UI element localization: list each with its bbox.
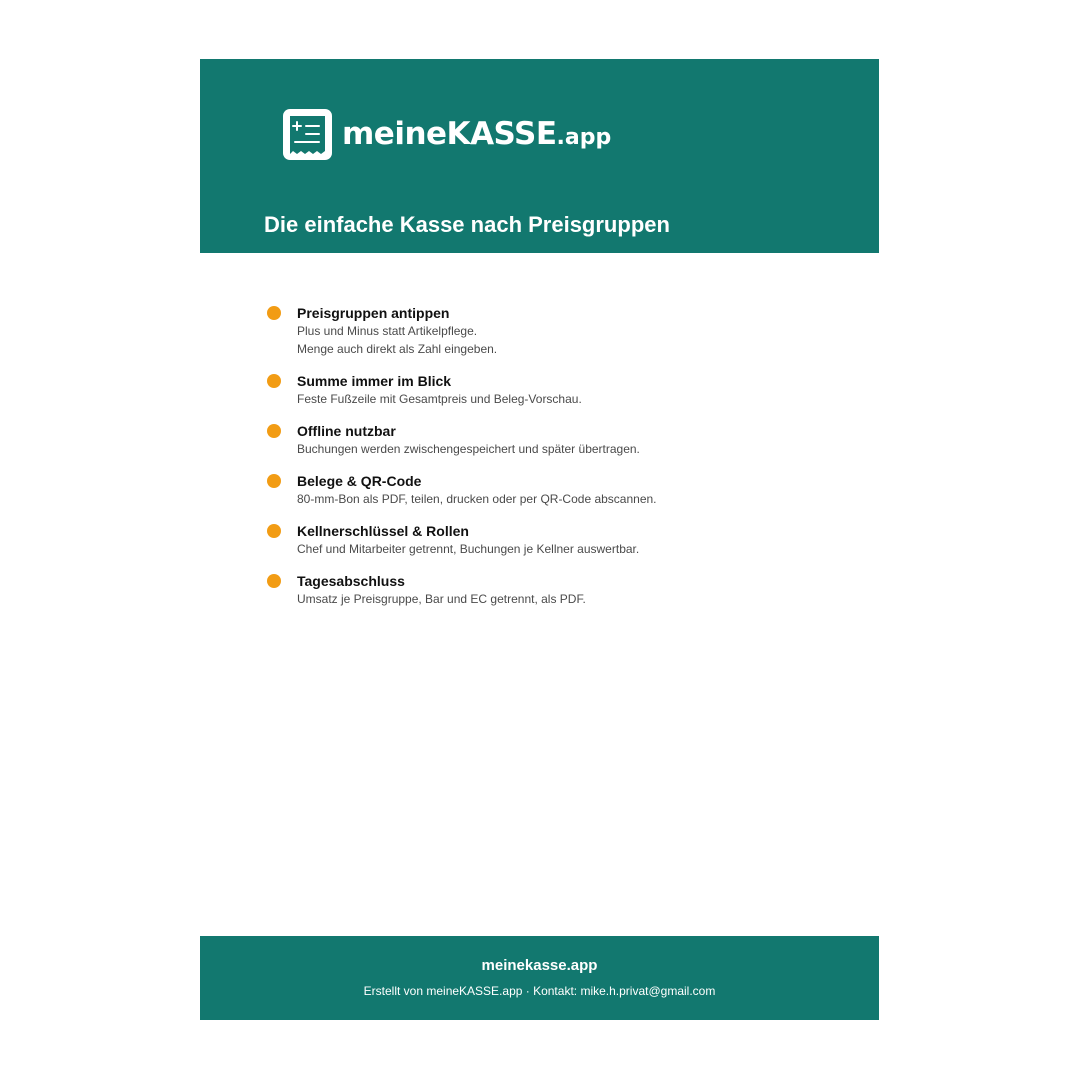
feature-item [267, 522, 827, 558]
bullet-dot-icon [267, 374, 281, 388]
feature-item [267, 572, 827, 608]
feature-item [267, 372, 827, 408]
header-banner [200, 59, 879, 253]
page-title: Die einfache Kasse nach Preisgruppen [264, 212, 670, 237]
bullet-dot-icon [267, 474, 281, 488]
feature-description: Chef und Mitarbeiter getrennt, Buchungen je Kellner auswertbar. [297, 542, 640, 556]
bullet-dot-icon [267, 306, 281, 320]
feature-title: Summe immer im Blick [297, 373, 452, 389]
footer-site: meinekasse.app [481, 957, 598, 974]
logo-text-main: meineKASSE [342, 116, 557, 152]
logo-wordmark [342, 116, 612, 152]
feature-description: 80-mm-Bon als PDF, teilen, drucken oder per QR-Code abscannen. [297, 492, 657, 506]
bullet-dot-icon [267, 524, 281, 538]
bullet-dot-icon [267, 424, 281, 438]
feature-title: Kellnerschlüssel & Rollen [297, 523, 469, 539]
feature-description: Menge auch direkt als Zahl eingeben. [297, 342, 498, 356]
footer-banner [200, 936, 879, 1020]
feature-description: Buchungen werden zwischengespeichert und später übertragen. [297, 442, 640, 456]
feature-description: Plus und Minus statt Artikelpflege. [297, 324, 478, 338]
logo-text-suffix: .app [556, 125, 612, 150]
feature-item [267, 422, 827, 458]
receipt-icon [283, 109, 332, 160]
footer-credit: Erstellt von meineKASSE.app · Kontakt: mike.h.privat@gmail.com [363, 984, 716, 998]
bullet-dot-icon [267, 574, 281, 588]
feature-item [267, 472, 827, 508]
logo [283, 109, 611, 160]
feature-item [267, 304, 827, 358]
feature-title: Offline nutzbar [297, 423, 396, 439]
feature-description: Umsatz je Preisgruppe, Bar und EC getrennt, als PDF. [297, 592, 586, 606]
feature-list [267, 304, 827, 622]
feature-title: Tagesabschluss [297, 573, 405, 589]
feature-title: Preisgruppen antippen [297, 305, 450, 321]
feature-title: Belege & QR-Code [297, 473, 422, 489]
feature-description: Feste Fußzeile mit Gesamtpreis und Beleg-Vorschau. [297, 392, 582, 406]
